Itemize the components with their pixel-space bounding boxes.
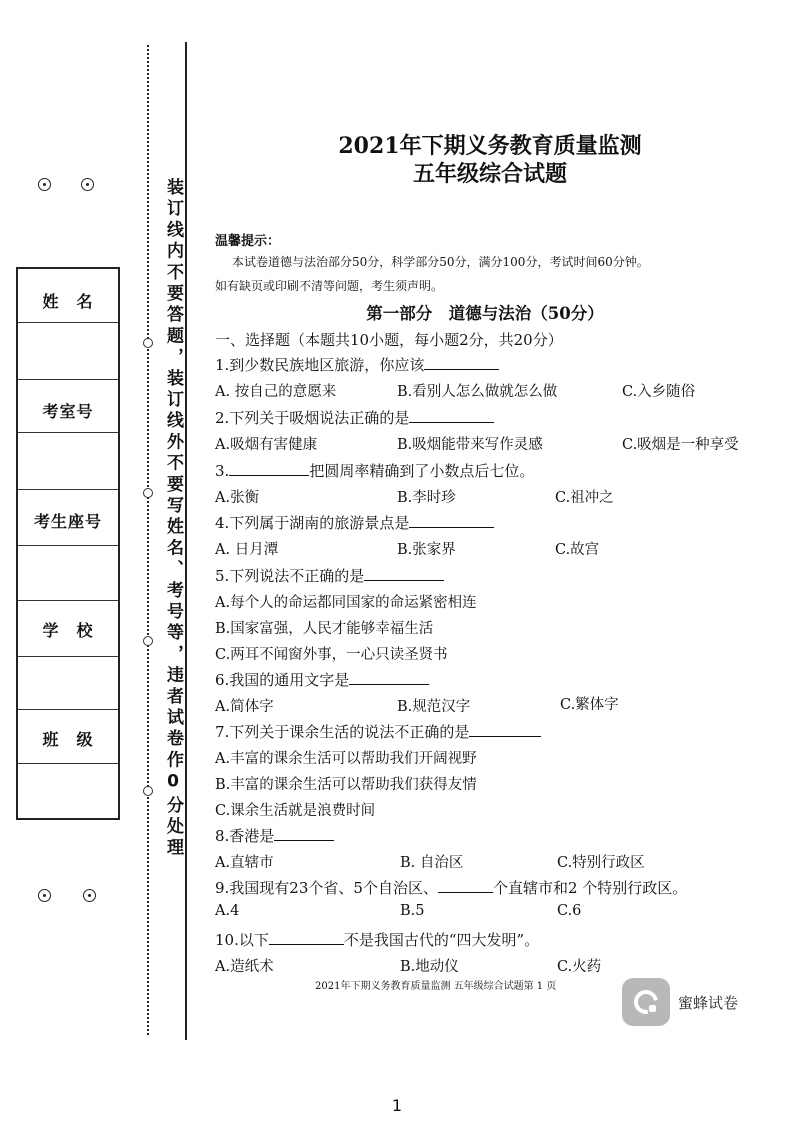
answer-blank[interactable] bbox=[229, 461, 309, 476]
option: C.火药 bbox=[557, 959, 602, 975]
question-3: 3. 把圆周率精确到了小数点后七位。 bbox=[215, 462, 535, 480]
hint-line: 本试卷道德与法治部分50分，科学部分50分，满分100分，考试时间60分钟。 bbox=[232, 255, 649, 269]
binding-notice: 装订线内不要答题，装订线外不要写姓名、考号等，违者试卷作0分处理 bbox=[163, 178, 183, 860]
option: A.简体字 bbox=[215, 699, 274, 715]
question-2: 2.下列关于吸烟说法正确的是 bbox=[215, 407, 494, 428]
exam-title: 2021年下期义务教育质量监测 bbox=[338, 133, 642, 159]
option: B.丰富的课余生活可以帮助我们获得友情 bbox=[215, 777, 477, 793]
binding-hole-icon bbox=[81, 178, 94, 191]
option: B.规范汉字 bbox=[397, 699, 471, 715]
answer-blank[interactable] bbox=[269, 930, 344, 945]
option: C.故宫 bbox=[555, 542, 600, 558]
binding-mark-icon bbox=[143, 488, 153, 498]
info-divider bbox=[18, 600, 118, 601]
exam-subtitle: 五年级综合试题 bbox=[412, 161, 567, 187]
question-10: 10.以下 不是我国古代的“四大发明”。 bbox=[215, 931, 540, 949]
binding-mark-icon bbox=[143, 338, 153, 348]
logo-ring bbox=[629, 985, 662, 1018]
watermark-text: 蜜蜂试卷 bbox=[678, 994, 739, 1012]
option: C.两耳不闻窗外事，一心只读圣贤书 bbox=[215, 647, 448, 663]
page-footer: 2021年下期义务教育质量监测 五年级综合试题第 1 页 bbox=[315, 981, 557, 992]
hint-line: 如有缺页或印刷不清等问题，考生须声明。 bbox=[215, 279, 444, 293]
option: B.地动仪 bbox=[400, 959, 459, 975]
binding-mark-icon bbox=[143, 636, 153, 646]
question-6: 6.我国的通用文字是 bbox=[215, 669, 429, 690]
question-8: 8.香港是 bbox=[215, 825, 334, 846]
info-label-room: 考室号 bbox=[42, 402, 94, 421]
option: B. 自治区 bbox=[400, 855, 464, 871]
option: A.造纸术 bbox=[215, 959, 274, 975]
option: B.国家富强，人民才能够幸福生活 bbox=[215, 621, 434, 637]
option: C.6 bbox=[557, 903, 582, 919]
cut-line bbox=[147, 45, 149, 1035]
question-4: 4.下列属于湖南的旅游景点是 bbox=[215, 512, 494, 533]
page-number: 1 bbox=[391, 1096, 403, 1115]
answer-blank[interactable] bbox=[409, 408, 494, 423]
option: C.特别行政区 bbox=[557, 855, 645, 871]
option: C.课余生活就是浪费时间 bbox=[215, 803, 376, 819]
option: B.吸烟能带来写作灵感 bbox=[397, 437, 543, 453]
answer-blank[interactable] bbox=[409, 513, 494, 528]
answer-blank[interactable] bbox=[424, 355, 499, 370]
info-divider bbox=[18, 489, 118, 490]
info-divider bbox=[18, 379, 118, 380]
option: C.祖冲之 bbox=[555, 490, 614, 506]
watermark-logo-icon bbox=[622, 978, 670, 1026]
option: C.繁体字 bbox=[560, 697, 619, 713]
option: B.李时珍 bbox=[397, 490, 456, 506]
question-1: 1.到少数民族地区旅游，你应该 bbox=[215, 354, 499, 375]
option: A.吸烟有害健康 bbox=[215, 437, 318, 453]
question-7: 7.下列关于课余生活的说法不正确的是 bbox=[215, 721, 541, 742]
option: A. 日月潭 bbox=[215, 542, 279, 558]
logo-dot bbox=[649, 1005, 656, 1012]
answer-blank[interactable] bbox=[364, 566, 444, 581]
binding-hole-icon bbox=[38, 178, 51, 191]
info-divider bbox=[18, 432, 118, 433]
option: C.吸烟是一种享受 bbox=[622, 437, 739, 453]
binding-line bbox=[185, 42, 187, 1040]
info-divider bbox=[18, 545, 118, 546]
binding-hole-icon bbox=[83, 889, 96, 902]
question-5: 5.下列说法不正确的是 bbox=[215, 565, 444, 586]
option: A.每个人的命运都同国家的命运紧密相连 bbox=[215, 595, 477, 611]
option: B.5 bbox=[400, 903, 425, 919]
question-9: 9.我国现有23个省、5个自治区、 个直辖市和2 个特别行政区。 bbox=[215, 879, 688, 897]
option: A.4 bbox=[215, 903, 240, 919]
answer-blank[interactable] bbox=[274, 826, 334, 841]
answer-blank[interactable] bbox=[469, 722, 541, 737]
binding-hole-icon bbox=[38, 889, 51, 902]
info-divider bbox=[18, 656, 118, 657]
option: A.张衡 bbox=[215, 490, 260, 506]
info-divider bbox=[18, 709, 118, 710]
info-divider bbox=[18, 763, 118, 764]
option: A.丰富的课余生活可以帮助我们开阔视野 bbox=[215, 751, 477, 767]
hint-title: 温馨提示： bbox=[215, 234, 281, 249]
answer-blank[interactable] bbox=[349, 670, 429, 685]
info-divider bbox=[18, 322, 118, 323]
info-label-school: 学 校 bbox=[42, 621, 94, 640]
student-info-box bbox=[16, 267, 120, 820]
info-label-seat: 考生座号 bbox=[33, 512, 102, 531]
section-heading: 一、选择题（本题共10小题，每小题2分，共20分） bbox=[215, 331, 563, 349]
option: A.直辖市 bbox=[215, 855, 274, 871]
option: B.看别人怎么做就怎么做 bbox=[397, 384, 558, 400]
option: C.入乡随俗 bbox=[622, 384, 696, 400]
option: B.张家界 bbox=[397, 542, 456, 558]
answer-blank[interactable] bbox=[438, 878, 493, 893]
binding-mark-icon bbox=[143, 786, 153, 796]
part-title: 第一部分 道德与法治（50分） bbox=[366, 304, 604, 323]
info-label-class: 班 级 bbox=[42, 730, 94, 749]
info-label-name: 姓 名 bbox=[42, 292, 94, 311]
option: A. 按自己的意愿来 bbox=[215, 384, 337, 400]
